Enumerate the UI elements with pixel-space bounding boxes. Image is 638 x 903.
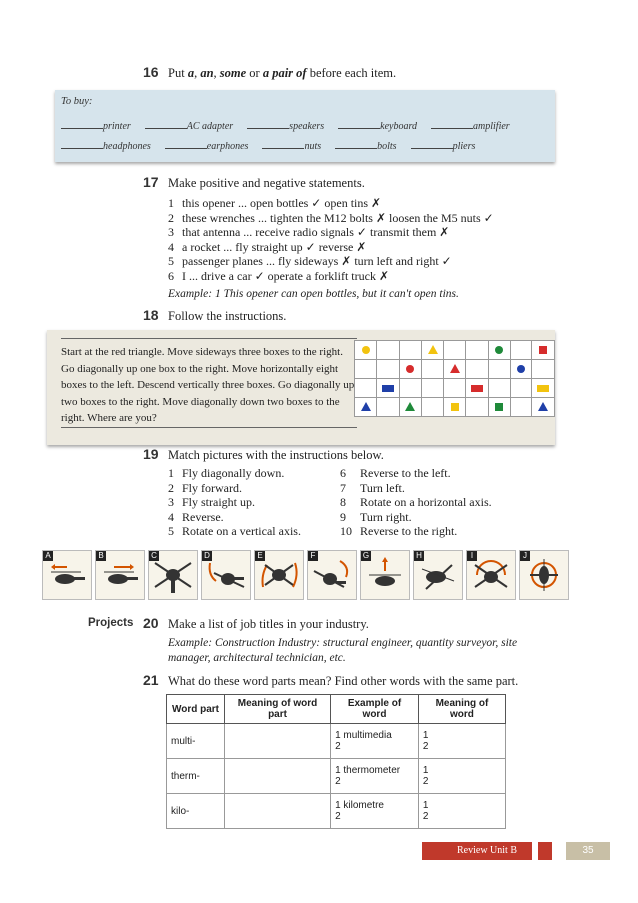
answer-blank[interactable] [262, 138, 304, 149]
list-item [168, 225, 568, 240]
grid-cell [466, 379, 489, 398]
ex20-instruction: Make a list of job titles in your industry. [168, 617, 369, 631]
list-item [168, 254, 568, 269]
item-nuts: nuts [304, 141, 322, 152]
item-number: 6 [340, 466, 346, 480]
yellow-rectangle-icon [537, 385, 549, 392]
list-item [168, 269, 568, 284]
grid-cell [510, 341, 532, 360]
picture-label: E [255, 551, 265, 561]
item-number: 3 [168, 495, 174, 510]
picture-label: B [96, 551, 106, 561]
answer-blank[interactable] [165, 138, 207, 149]
shape-grid [354, 340, 555, 417]
example-cell[interactable] [331, 759, 419, 794]
red-circle-icon [406, 365, 414, 373]
picture-i [466, 550, 516, 600]
list-item [168, 510, 338, 525]
item-number: 8 [340, 495, 346, 510]
item-number: 5 [168, 524, 174, 539]
yellow-triangle-icon [428, 345, 438, 354]
picture-g [360, 550, 410, 600]
grid-cell [377, 341, 400, 360]
shopping-row-2 [61, 136, 551, 154]
grid-cell [355, 360, 377, 379]
list-item [168, 196, 568, 211]
green-triangle-icon [405, 402, 415, 411]
item-text: Turn right. [360, 509, 412, 524]
grid-cell [421, 379, 443, 398]
ex21-instruction: What do these word parts mean? Find other words with the same part. [168, 674, 519, 688]
meaning-word-cell[interactable] [418, 794, 505, 829]
picture-label: G [362, 551, 370, 560]
ex20-example: Example: Construction Industry: structural engineer, quantity surveyor, site manager, architectural technician, etc. [168, 637, 518, 664]
puzzle-text: Start at the red triangle. Move sideways three boxes to the right. Go diagonally up one box to the right. Move horizontally eight boxes to the left. Descend vertically three boxes. Go diagonally up two boxes to the right. Move diagonally down two boxes to the right. Where are you? [61, 346, 355, 424]
ex17-number: 17 [143, 174, 159, 190]
item-number: 5 [168, 254, 174, 269]
item-amplifier: amplifier [473, 121, 510, 132]
picture-c [148, 550, 198, 600]
grid-cell [532, 398, 555, 417]
example-2: 2 [335, 811, 341, 822]
red-triangle-icon [450, 364, 460, 373]
grid-cell [488, 398, 510, 417]
blue-triangle-icon [361, 402, 371, 411]
footer-unit: Review Unit B [457, 845, 517, 856]
ex16-text-end: before each item. [306, 66, 397, 80]
list-item [168, 211, 568, 226]
item-printer: printer [103, 121, 131, 132]
list-item [168, 524, 338, 539]
grid-cell [510, 398, 532, 417]
meaning-2: 2 [422, 776, 429, 787]
picture-d [201, 550, 251, 600]
picture-j [519, 550, 569, 600]
example-cell[interactable] [331, 724, 419, 759]
item-keyboard: keyboard [380, 121, 418, 132]
grid-cell [355, 341, 377, 360]
divider [61, 427, 357, 428]
ex16-instruction: Put a, an, some or a pair of before each item. [168, 66, 397, 80]
item-text: Fly forward. [182, 480, 242, 495]
example-1: 1 kilometre [335, 800, 384, 811]
grid-cell [377, 360, 400, 379]
meaning-cell[interactable] [224, 794, 330, 829]
grid-cell [444, 341, 466, 360]
item-text: Fly diagonally down. [182, 466, 285, 480]
ex21-number: 21 [143, 672, 159, 688]
answer-blank[interactable] [61, 118, 103, 129]
answer-blank[interactable] [247, 118, 289, 129]
meaning-1: 1 [422, 730, 429, 741]
grid-cell [466, 360, 489, 379]
grid-cell [532, 341, 555, 360]
meaning-1: 1 [422, 765, 429, 776]
grid-cell [488, 360, 510, 379]
word-a: a [187, 66, 195, 80]
item-number: 2 [168, 210, 174, 225]
yellow-circle-icon [362, 346, 370, 354]
picture-label: I [467, 551, 477, 561]
item-text: a rocket ... fly straight up ✓ reverse ✗ [182, 239, 367, 254]
item-text: I ... drive a car ✓ operate a forklift truck ✗ [182, 268, 390, 283]
meaning-cell[interactable] [224, 759, 330, 794]
word-an: an [200, 66, 214, 80]
projects-label: Projects [88, 617, 134, 629]
item-text: Reverse to the right. [360, 524, 458, 539]
grid-cell [510, 360, 532, 379]
item-number: 6 [168, 268, 174, 283]
ex18-number: 18 [143, 307, 159, 323]
item-text: Rotate on a horizontal axis. [360, 495, 492, 510]
green-circle-icon [495, 346, 503, 354]
answer-blank[interactable] [335, 138, 377, 149]
picture-label: H [414, 551, 424, 561]
answer-blank[interactable] [338, 118, 380, 129]
example-cell[interactable] [331, 794, 419, 829]
divider [61, 338, 357, 339]
answer-blank[interactable] [411, 138, 453, 149]
shopping-list-note [55, 90, 555, 162]
grid-cell [421, 341, 443, 360]
picture-f [307, 550, 357, 600]
footer-divider [532, 842, 538, 860]
grid-cell [466, 398, 489, 417]
word-part-table [166, 694, 506, 829]
blue-triangle-icon [538, 402, 548, 411]
ex19-list-right [340, 466, 540, 539]
grid-cell [399, 360, 421, 379]
ex16-number: 16 [143, 64, 159, 80]
grid-cell [488, 379, 510, 398]
ex17-example: Example: 1 This opener can open bottles, but it can't open tins. [168, 288, 459, 300]
word-part: kilo- [167, 794, 225, 829]
item-text: passenger planes ... fly sideways ✗ turn left and right ✓ [182, 254, 452, 269]
table-row [167, 724, 506, 759]
item-number: 4 [168, 239, 174, 254]
picture-e [254, 550, 304, 600]
picture-label: A [43, 551, 53, 561]
page-number: 35 [566, 842, 610, 860]
grid-cell [399, 379, 421, 398]
picture-label: C [149, 551, 159, 561]
grid-cell [510, 379, 532, 398]
ex20-number: 20 [143, 615, 159, 631]
red-square-icon [539, 346, 547, 354]
green-square-icon [495, 403, 503, 411]
example-2: 2 [335, 776, 341, 787]
item-number: 4 [168, 509, 174, 524]
picture-b [95, 550, 145, 600]
item-text: Fly straight up. [182, 495, 256, 510]
item-text: this opener ... open bottles ✓ open tins ✗ [182, 196, 382, 210]
word-part: therm- [167, 759, 225, 794]
item-number: 3 [168, 225, 174, 240]
grid-cell [421, 360, 443, 379]
header-example: Example of word [331, 695, 419, 724]
item-number: 1 [168, 196, 174, 210]
ex16-text: Put [168, 66, 188, 80]
word-some: some [219, 66, 247, 80]
grid-cell [377, 398, 400, 417]
picture-a [42, 550, 92, 600]
meaning-cell[interactable] [224, 724, 330, 759]
item-ac-adapter: AC adapter [186, 121, 234, 132]
item-number: 1 [168, 466, 174, 480]
list-item [340, 481, 540, 496]
grid-cell [532, 360, 555, 379]
answer-blank[interactable] [145, 118, 187, 129]
grid-cell [377, 379, 400, 398]
header-meaning-word: Meaning of word [418, 695, 505, 724]
item-text: that antenna ... receive radio signals ✓ transmit them ✗ [182, 225, 450, 240]
ex16-or: or [246, 66, 263, 80]
example-1: 1 multimedia [335, 730, 392, 741]
grid-cell [399, 341, 421, 360]
answer-blank[interactable] [61, 138, 103, 149]
table-row [167, 759, 506, 794]
grid-cell [488, 341, 510, 360]
ex19-list-left [168, 466, 338, 539]
header-word-part: Word part [167, 695, 225, 724]
table-header-row [167, 695, 506, 724]
item-number: 7 [340, 480, 346, 495]
item-number: 9 [340, 509, 346, 524]
grid-cell [355, 398, 377, 417]
item-text: these wrenches ... tighten the M12 bolts ✗ loosen the M5 nuts ✓ [182, 210, 494, 225]
grid-cell [466, 341, 489, 360]
example-2: 2 [335, 741, 341, 752]
to-buy-label: To buy: [61, 96, 93, 107]
ex17-instruction: Make positive and negative statements. [168, 176, 365, 190]
grid-cell [444, 379, 466, 398]
blue-rectangle-icon [382, 385, 394, 392]
grid-cell [532, 379, 555, 398]
shopping-row-1 [61, 116, 551, 134]
list-item [168, 481, 338, 496]
word-pair-of: a pair of [262, 66, 307, 80]
grid-cell [421, 398, 443, 417]
item-bolts: bolts [377, 141, 397, 152]
item-number: 2 [168, 480, 174, 495]
item-number: 10 [340, 524, 352, 539]
answer-blank[interactable] [431, 118, 473, 129]
grid-cell [399, 398, 421, 417]
grid-cell [355, 379, 377, 398]
item-pliers: pliers [452, 141, 476, 152]
picture-label: D [202, 551, 212, 561]
item-text: Reverse to the left. [360, 466, 451, 480]
picture-h [413, 550, 463, 600]
red-rectangle-icon [471, 385, 483, 392]
example-1: 1 thermometer [335, 765, 401, 776]
meaning-word-cell[interactable] [418, 759, 505, 794]
item-earphones: earphones [206, 141, 249, 152]
list-item [168, 240, 568, 255]
meaning-word-cell[interactable] [418, 724, 505, 759]
meaning-1: 1 [422, 800, 429, 811]
grid-cell [444, 360, 466, 379]
list-item [340, 495, 540, 510]
header-meaning-part: Meaning of word part [224, 695, 330, 724]
list-item [340, 510, 540, 525]
yellow-square-icon [451, 403, 459, 411]
table-row [167, 794, 506, 829]
meaning-2: 2 [422, 811, 429, 822]
item-headphones: headphones [103, 141, 151, 152]
helicopter-pictures [42, 550, 569, 600]
grid-cell [444, 398, 466, 417]
picture-label: F [308, 551, 318, 561]
blue-circle-icon [517, 365, 525, 373]
ex18-instruction: Follow the instructions. [168, 309, 287, 323]
meaning-2: 2 [422, 741, 429, 752]
word-part: multi- [167, 724, 225, 759]
item-speakers: speakers [289, 121, 325, 132]
item-text: Reverse. [182, 509, 224, 524]
ex19-instruction: Match pictures with the instructions below. [168, 448, 384, 462]
list-item [168, 466, 338, 481]
ex17-list [168, 196, 568, 284]
ex19-number: 19 [143, 446, 159, 462]
item-text: Rotate on a vertical axis. [182, 524, 301, 539]
list-item [340, 524, 540, 539]
list-item [340, 466, 540, 481]
picture-label: J [520, 551, 530, 561]
list-item [168, 495, 338, 510]
puzzle-note [47, 330, 555, 445]
item-text: Turn left. [360, 480, 405, 495]
